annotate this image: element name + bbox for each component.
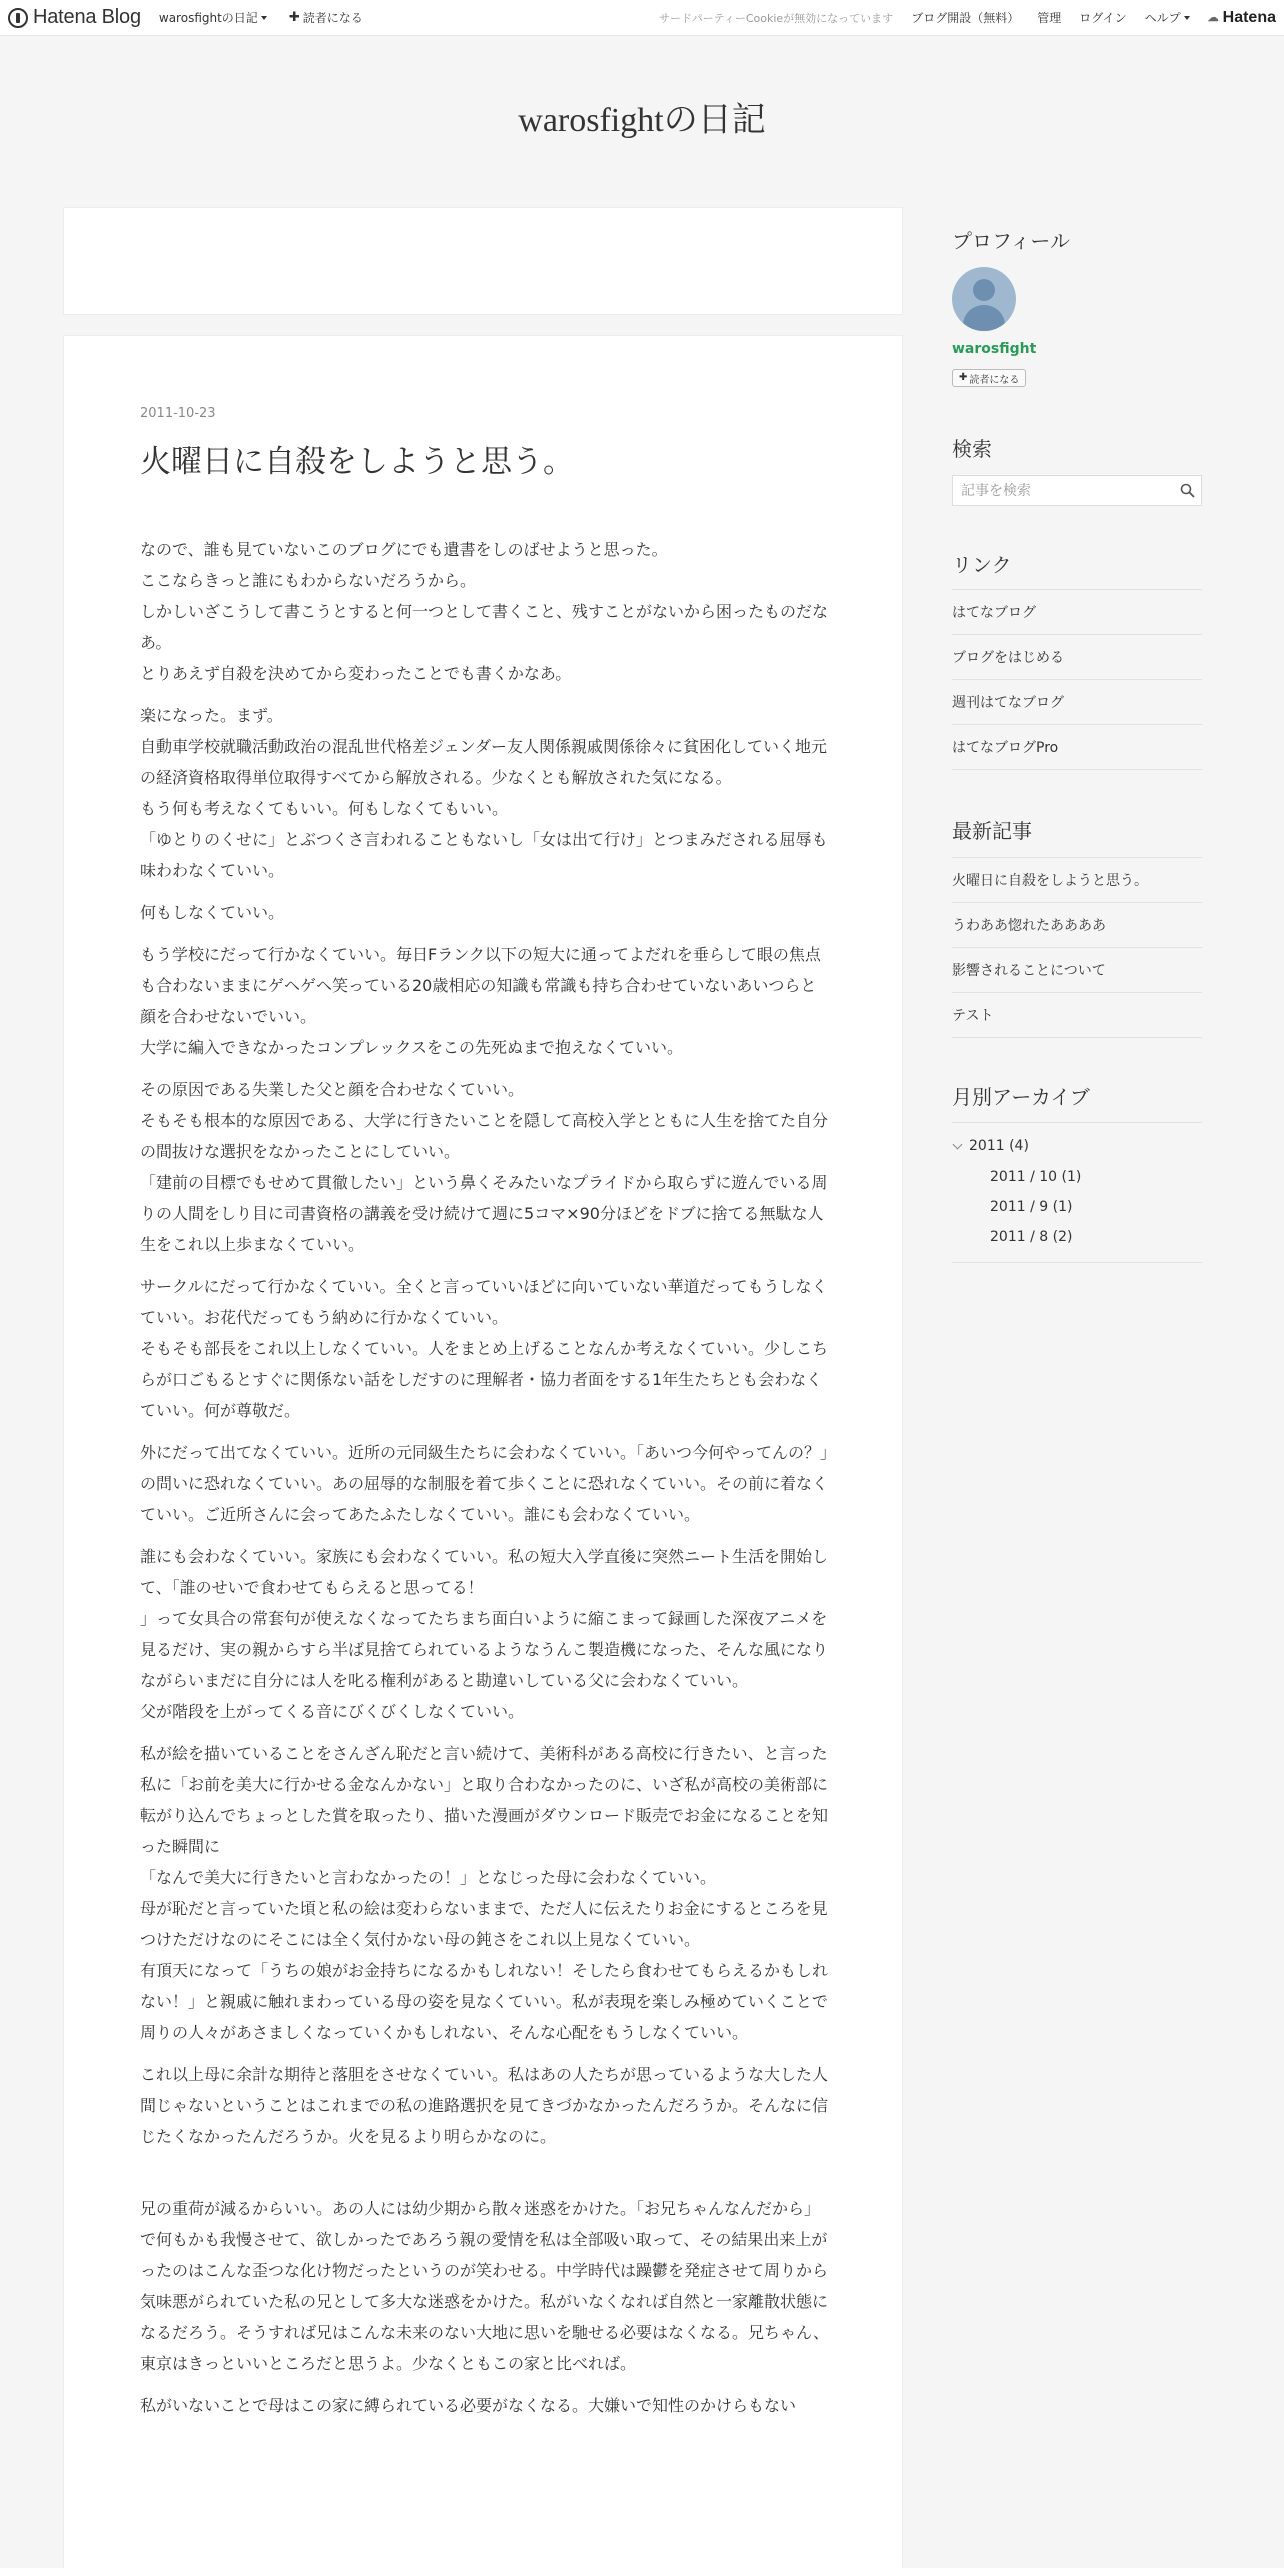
cookie-notice: サードパーティーCookieが無効になっています xyxy=(658,11,894,25)
recent-item[interactable]: テスト xyxy=(952,993,1202,1038)
entry-paragraph: 楽になった。まず。 自動車学校就職活動政治の混乱世代格差ジェンダー友人関係親戚関係徐々に貧困化していく地元の経済資格取得単位取得すべてから解放される。少なくとも解放された気になる。 もう何も考えなくてもいい。何もしなくてもいい。 「ゆとりのくせに」とぶつくさ言われることもないし「女は出て行け」とつまみだされる屈辱も味わわなくていい。 xyxy=(140,706,828,880)
links-heading: リンク xyxy=(952,553,1012,577)
archive-month[interactable]: 2011 / 10 (1) xyxy=(990,1169,1082,1185)
plus-icon: ✚ xyxy=(288,10,300,25)
recent-item[interactable]: 火曜日に自殺をしようと思う。 xyxy=(952,858,1202,903)
profile-name[interactable]: warosfight xyxy=(952,341,1037,357)
hatena-menu[interactable] xyxy=(1208,9,1276,27)
entry-paragraph: サークルにだって行かなくていい。全くと言っていいほどに向いていない華道だってもうしなくていい。お花代だってもう納めに行かなくていい。 そもそも部長をこれ以上しなくていい。人をまとめ上げることなんか考えなくていい。少しこちらが口ごもるとすぐに関係ない話をしだすのに理解者・協力者面をする1年生たちとも会わなくていい。何が尊敬だ。 xyxy=(140,1277,829,1420)
archive-heading: 月別アーカイブ xyxy=(952,1085,1090,1109)
archive-month[interactable]: 2011 / 9 (1) xyxy=(990,1199,1073,1215)
blog-menu[interactable] xyxy=(159,9,267,26)
hatena-cloud-icon: ☁ xyxy=(1207,12,1219,24)
entry-paragraph: 外にだって出てなくていい。近所の元同級生たちに会わなくていい。「あいつ今何やってんの？」の問いに恐れなくていい。あの屈辱的な制服を着て歩くことに恐れなくていい。その前に着なくていい。ご近所さんに会ってあたふたしなくていい。誰にも会わなくていい。 xyxy=(140,1443,829,1524)
recent-heading: 最新記事 xyxy=(952,819,1032,843)
archive-year[interactable] xyxy=(954,1138,1029,1154)
recent-item[interactable]: 影響されることについて xyxy=(952,948,1202,993)
login-link[interactable]: ログイン xyxy=(1079,11,1127,25)
avatar-head-shape xyxy=(973,279,995,301)
link-item[interactable]: はてなブログPro xyxy=(952,725,1202,770)
link-item[interactable]: はてなブログ xyxy=(952,590,1202,635)
caret-down-icon xyxy=(1184,16,1190,20)
avatar[interactable] xyxy=(952,267,1016,331)
search-icon xyxy=(1180,483,1195,498)
entry-article xyxy=(63,335,903,2568)
entry-paragraph: 兄の重荷が減るからいい。あの人には幼少期から散々迷惑をかけた。「お兄ちゃんなんだから」で何もかも我慢させて、欲しかったであろう親の愛情を私は全部吸い取って、その結果出来上がったのはこんな歪つな化け物だったというのが笑わせる。中学時代は躁鬱を発症させて周りから気味悪がられていた私の兄として多大な迷惑をかけた。私がいなくなれば自然と一家離散状態になるだろう。そうすれば兄はこんな未来のない大地に思いを馳せる必要はなくなる。兄ちゃん、東京はきっといいところだと思うよ。少なくともこの家と比べれば。 xyxy=(140,2199,829,2373)
admin-link[interactable]: 管理 xyxy=(1037,11,1062,25)
avatar-body-shape xyxy=(963,305,1005,331)
recent-item[interactable]: うわああ惚れたああああ xyxy=(952,903,1202,948)
search-heading: 検索 xyxy=(952,437,992,461)
links-list xyxy=(952,589,1202,770)
entry-title[interactable]: 火曜日に自殺をしようと思う。 xyxy=(140,444,574,480)
subscribe-link[interactable] xyxy=(289,9,363,26)
logo-text: Hatena Blog xyxy=(33,6,141,28)
archive-month[interactable]: 2011 / 8 (2) xyxy=(990,1229,1073,1245)
entry-paragraph: もう学校にだって行かなくていい。毎日Fランク以下の短大に通ってよだれを垂らして眼の焦点も合わないままにゲヘゲヘ笑っている20歳相応の知識も常識も持ち合わせていないあいつらと顔を合わせないでいい。 大学に編入できなかったコンプレックスをこの先死ぬまで抱えなくていい。 xyxy=(140,945,821,1057)
help-label: ヘルプ xyxy=(1144,11,1181,25)
recent-list xyxy=(952,857,1202,1038)
entry-paragraph: 私がいないことで母はこの家に縛られている必要がなくなる。大嫌いで知性のかけらもない xyxy=(140,2396,797,2415)
profile-subscribe-button[interactable] xyxy=(952,369,1026,387)
caret-down-icon xyxy=(261,16,267,20)
entry-paragraph: なので、誰も見ていないこのブログにでも遺書をしのばせようと思った。 ここならきっと誰にもわからないだろうから。 しかしいざこうして書こうとすると何一つとして書くこと、残すことがないから困ったものだなあ。 とりあえず自殺を決めてから変わったことでも書くかなあ。 xyxy=(140,540,829,683)
subscribe-label: 読者になる xyxy=(302,11,363,25)
search-button[interactable] xyxy=(1173,476,1201,505)
open-blog-link[interactable]: ブログ開設（無料） xyxy=(911,11,1020,25)
global-header xyxy=(0,0,1284,36)
profile-heading: プロフィール xyxy=(952,229,1070,253)
blog-menu-label: warosfightの日記 xyxy=(158,11,258,25)
hatena-label: Hatena xyxy=(1222,8,1276,26)
link-item[interactable]: ブログをはじめる xyxy=(952,635,1202,680)
link-item[interactable]: 週刊はてなブログ xyxy=(952,680,1202,725)
entry-paragraph: その原因である失業した父と顔を合わせなくていい。 そもそも根本的な原因である、大学に行きたいことを隠して高校入学とともに人生を捨てた自分の間抜けな選択をなかったことにしていい。 「建前の目標でもせめて貫徹したい」という鼻くそみたいなプライドから取らずに遊んでいる周りの人間をしり目に司書資格の講義を受け続けて週に5コマ×90分ほどをドブに捨てる無駄な人生をこれ以上歩まなくていい。 xyxy=(140,1080,829,1254)
entry-paragraph: 何もしなくていい。 xyxy=(140,903,285,922)
entry-date[interactable]: 2011-10-23 xyxy=(140,406,216,421)
hatena-logo-icon xyxy=(8,8,28,28)
search-input[interactable] xyxy=(953,476,1173,505)
plus-icon: ✚ xyxy=(959,372,968,383)
ad-area xyxy=(63,207,903,315)
hatena-blog-logo[interactable] xyxy=(8,0,141,36)
search-form xyxy=(952,475,1202,506)
chevron-down-icon xyxy=(953,1139,963,1149)
entry-paragraph: これ以上母に余計な期待と落胆をさせなくていい。私はあの人たちが思っているような大した人間じゃないということはこれまでの私の進路選択を見てきづかなかったんだろうか。そんなに信じたくなかったんだろうか。火を見るより明らかなのに。 xyxy=(140,2065,829,2146)
profile-subscribe-label: 読者になる xyxy=(969,374,1020,386)
help-menu[interactable] xyxy=(1145,9,1190,26)
archive-year-label: 2011 (4) xyxy=(969,1138,1029,1154)
entry-body xyxy=(140,534,830,2432)
entry-paragraph: 誰にも会わなくていい。家族にも会わなくていい。私の短大入学直後に突然ニート生活を開始して、「誰のせいで食わせてもらえると思ってる！ 」って女具合の常套句が使えなくなってたちまち面白いように縮こまって録画した深夜アニメを見るだけ、実の親からすら半ば見捨てられているようなうんこ製造機になった、そんな風になりながらいまだに自分には人を叱る権利があると勘違いしている父に会わなくていい。 父が階段を上がってくる音にびくびくしなくていい。 xyxy=(140,1547,829,1721)
entry-paragraph: 私が絵を描いていることをさんざん恥だと言い続けて、美術科がある高校に行きたい、と言った私に「お前を美大に行かせる金なんかない」と取り合わなかったのに、いざ私が高校の美術部に転がり込んでちょっとした賞を取ったり、描いた漫画がダウンロード販売でお金になることを知った瞬間に 「なんで美大に行きたいと言わなかったの！」となじった母に会わなくていい。 母が恥だと言っていた頃と私の絵は変わらないままで、ただ人に伝えたりお金にするところを見つけただけなのにそこには全く気付かない母の鈍さをこれ以上見なくていい。 有頂天になって「うちの娘がお金持ちになるかもしれない！そしたら食わせてもらえるかもしれない！」と親戚に触れまわっている母の姿を見なくていい。私が表現を楽しみ極めていくことで周りの人々があさましくなっていくかもしれない、そんな心配をもうしなくていい。 xyxy=(140,1744,829,2042)
global-header-right xyxy=(659,0,1284,36)
archive-list xyxy=(952,1122,1202,1263)
blog-title[interactable]: warosfightの日記 xyxy=(518,102,766,139)
